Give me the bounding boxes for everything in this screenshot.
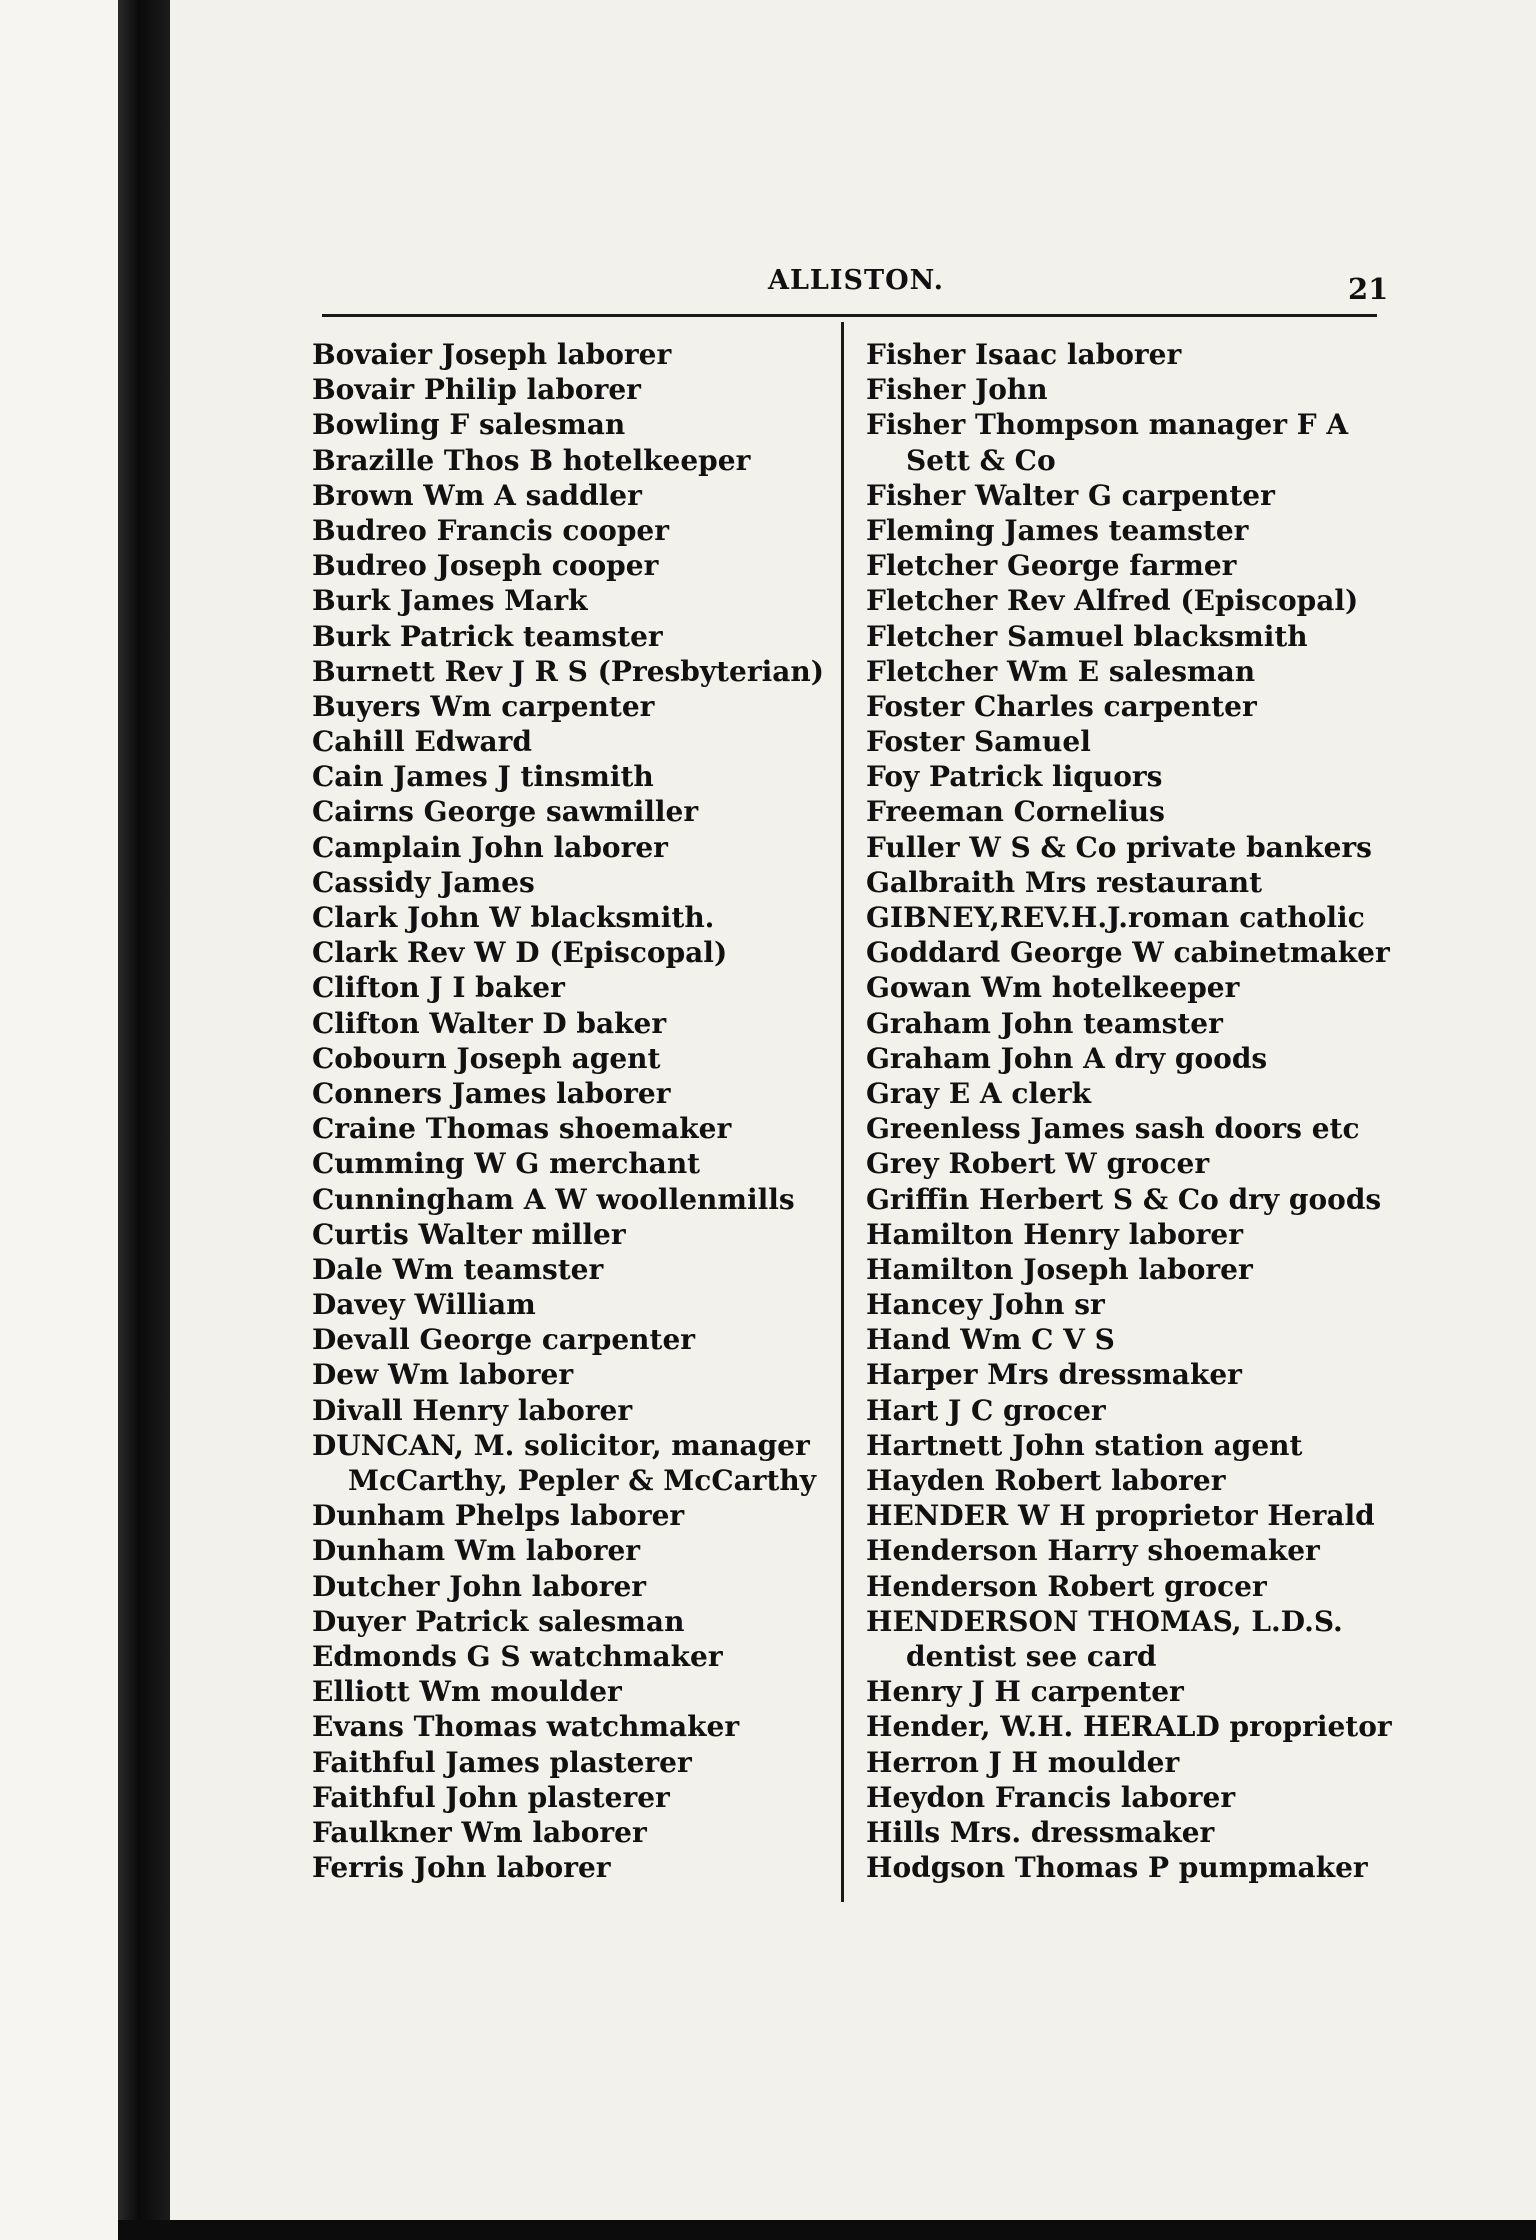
page-number: 21 [1348,272,1389,306]
directory-entry: Curtis Walter miller [312,1217,626,1251]
directory-entry: Fletcher Samuel blacksmith [866,619,1308,653]
directory-entry: Bowling F salesman [312,408,626,442]
directory-entry: Clifton J I baker [312,971,565,1005]
right-column [866,337,1392,1885]
directory-entry: Edmonds G S watchmaker [312,1639,723,1673]
directory-entry: Foster Samuel [866,725,1091,759]
directory-entry: Hamilton Joseph laborer [866,1252,1253,1286]
directory-entry: HENDER W H proprietor Herald [866,1499,1375,1533]
directory-entry: Davey William [312,1288,536,1322]
directory-entry: HENDERSON THOMAS, L.D.S. [866,1604,1343,1638]
directory-entry: Hartnett John station agent [866,1428,1303,1462]
directory-entry: Dutcher John laborer [312,1569,647,1603]
directory-entry: Fisher John [866,373,1048,407]
directory-entry: Buyers Wm carpenter [312,689,655,723]
page-title: ALLISTON. [768,265,945,296]
directory-entry: Clark Rev W D (Episcopal) [312,936,728,970]
directory-entry: Bovair Philip laborer [312,373,641,407]
directory-entry: Gray E A clerk [866,1076,1092,1110]
directory-entry: Cobourn Joseph agent [312,1041,661,1075]
directory-entry: Hamilton Henry laborer [866,1217,1243,1251]
directory-entry: GIBNEY,REV.H.J.roman catholic [866,901,1365,934]
directory-entry: Grey Robert W grocer [866,1147,1210,1181]
directory-entry: Bovaier Joseph laborer [312,338,672,371]
directory-entry: Hender, W.H. HERALD proprietor [866,1710,1392,1744]
directory-entry: Fleming James teamster [866,513,1249,547]
directory-entry: Graham John teamster [866,1006,1223,1040]
directory-entry: Freeman Cornelius [866,795,1165,829]
directory-entry: Herron J H moulder [866,1745,1180,1779]
directory-entry: Duyer Patrick salesman [312,1604,685,1638]
directory-entry: Foster Charles carpenter [866,689,1257,723]
directory-entry: Ferris John laborer [312,1851,611,1885]
directory-entry: Henry J H carpenter [866,1675,1184,1709]
page-bottom-edge [118,2220,1536,2240]
directory-entry: Dunham Wm laborer [312,1534,641,1568]
directory-entry: Henderson Harry shoemaker [866,1534,1320,1568]
directory-entry-continuation: McCarthy, Pepler & McCarthy [348,1464,817,1497]
directory-entry: Griffin Herbert S & Co dry goods [866,1182,1382,1216]
directory-entry: Foy Patrick liquors [866,760,1163,794]
left-column [312,337,832,1885]
directory-entry: Greenless James sash doors etc [866,1112,1360,1146]
directory-entry: Dale Wm teamster [312,1252,604,1286]
directory-entry: Galbraith Mrs restaurant [866,865,1263,899]
directory-entry-continuation: dentist see card [906,1639,1157,1673]
directory-entry: Cairns George sawmiller [312,795,699,829]
directory-entry: Hand Wm C V S [866,1323,1115,1357]
directory-entry: Hodgson Thomas P pumpmaker [866,1851,1368,1885]
directory-entry: Burk Patrick teamster [312,619,663,653]
directory-entry: Harper Mrs dressmaker [866,1358,1242,1392]
directory-entry: Fletcher Rev Alfred (Episcopal) [866,584,1359,618]
directory-entry: DUNCAN, M. solicitor, manager [312,1428,810,1462]
directory-entry: Clifton Walter D baker [312,1006,667,1040]
column-divider [841,322,844,1902]
directory-entry: Fisher Isaac laborer [866,338,1182,371]
directory-entry: Hayden Robert laborer [866,1464,1226,1497]
directory-entry: Cahill Edward [312,725,532,759]
header-rule [322,314,1377,317]
directory-entry: Dew Wm laborer [312,1358,574,1392]
directory-entry: Dunham Phelps laborer [312,1499,685,1533]
directory-entry: Henderson Robert grocer [866,1569,1267,1603]
directory-entry: Brazille Thos B hotelkeeper [312,443,751,477]
directory-entry: Hart J C grocer [866,1393,1106,1427]
directory-entry: Burnett Rev J R S (Presbyterian) [312,654,825,688]
directory-entry: Gowan Wm hotelkeeper [866,971,1240,1005]
directory-entry: Devall George carpenter [312,1323,696,1357]
directory-entry: Faulkner Wm laborer [312,1815,647,1849]
directory-entry: Hills Mrs. dressmaker [866,1815,1215,1849]
directory-entry: Cunningham A W woollenmills [312,1182,795,1216]
directory-entry: Brown Wm A saddler [312,478,642,512]
directory-entry: Fuller W S & Co private bankers [866,830,1372,864]
directory-entry: Fisher Walter G carpenter [866,478,1275,512]
directory-entry: Evans Thomas watchmaker [312,1710,740,1744]
directory-entry: Cassidy James [312,865,535,899]
directory-entry: Goddard George W cabinetmaker [866,936,1390,970]
directory-entry: Cain James J tinsmith [312,760,654,794]
directory-entry: Clark John W blacksmith. [312,901,715,934]
directory-entry: Graham John A dry goods [866,1041,1268,1075]
directory-entry: Fisher Thompson manager F A [866,408,1349,442]
directory-entry: Elliott Wm moulder [312,1675,622,1709]
directory-entry: Fletcher George farmer [866,549,1237,583]
directory-entry: Hancey John sr [866,1288,1105,1322]
directory-entry: Craine Thomas shoemaker [312,1112,732,1146]
directory-entry: Budreo Joseph cooper [312,549,659,583]
directory-entry-continuation: Sett & Co [906,443,1056,477]
directory-entry: Conners James laborer [312,1076,671,1110]
directory-entry: Fletcher Wm E salesman [866,654,1256,688]
directory-entry: Burk James Mark [312,584,588,618]
directory-entry: Budreo Francis cooper [312,513,669,547]
directory-entry: Camplain John laborer [312,830,668,864]
directory-entry: Cumming W G merchant [312,1147,701,1181]
directory-entry: Faithful John plasterer [312,1780,670,1814]
directory-entry: Faithful James plasterer [312,1745,692,1779]
directory-entry: Divall Henry laborer [312,1393,633,1427]
book-binding-shadow [118,0,170,2240]
directory-entry: Heydon Francis laborer [866,1780,1236,1814]
